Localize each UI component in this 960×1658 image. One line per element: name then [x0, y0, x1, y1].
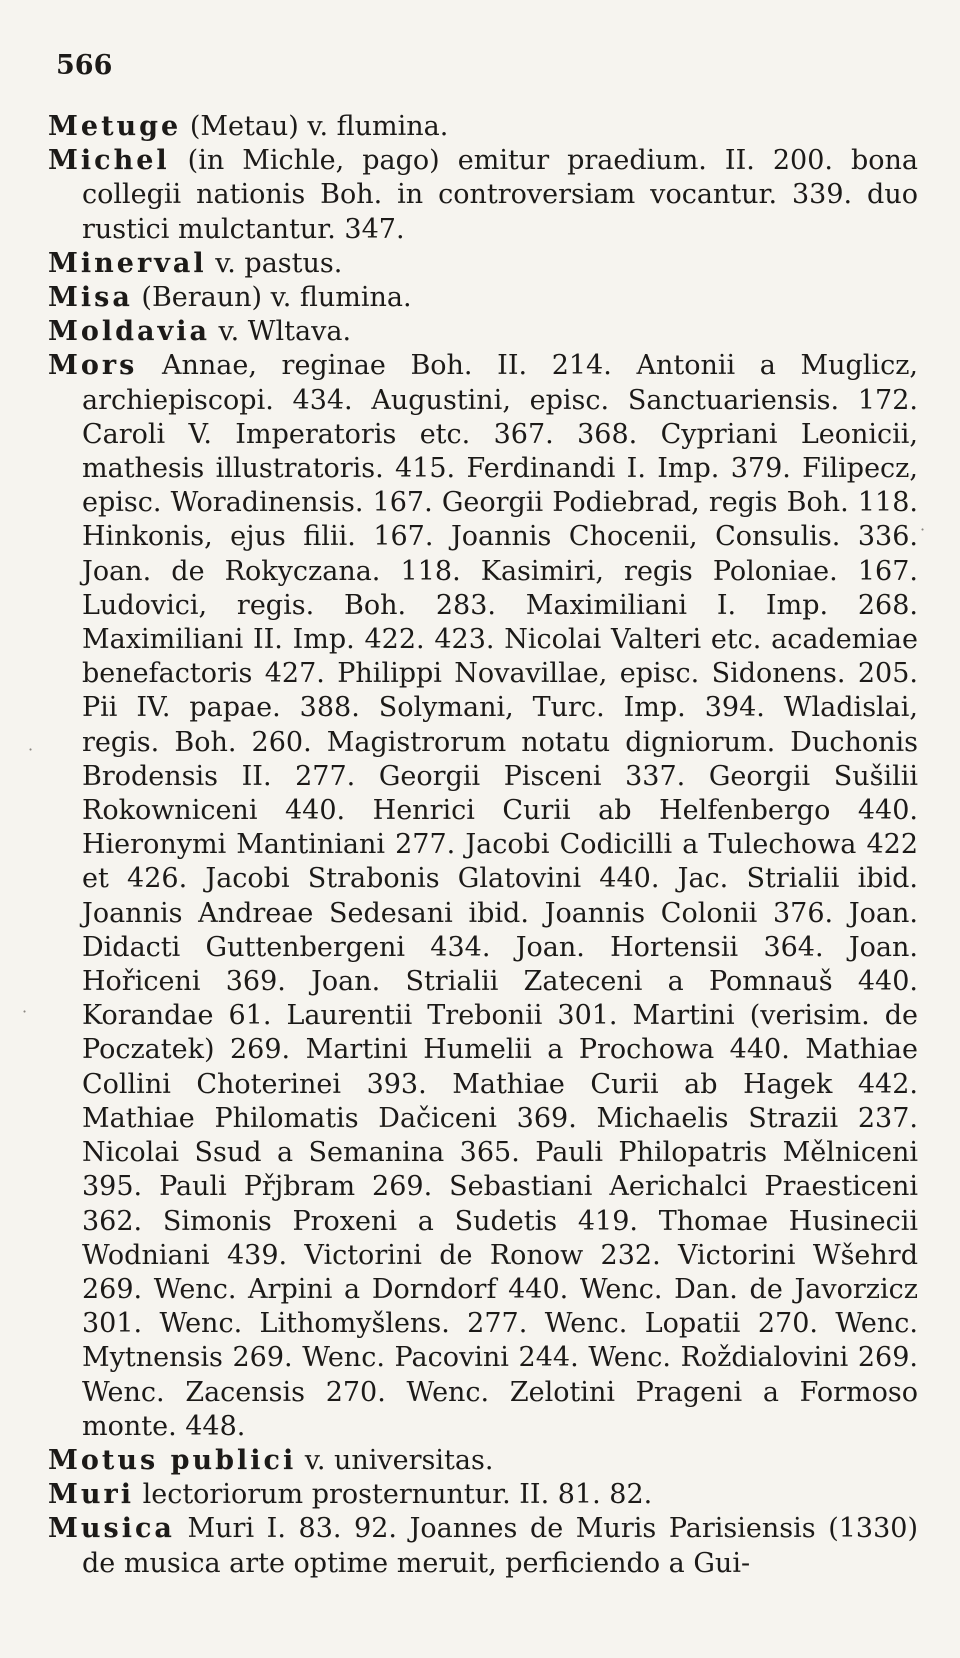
entry-headword: Musica: [48, 1513, 175, 1545]
entry-text: (Beraun) v. flumina.: [132, 282, 412, 314]
entry-headword: Metuge: [48, 111, 182, 142]
index-entry-minerval: [48, 247, 918, 281]
index-entry-michel: [48, 144, 918, 247]
page-number: 566: [56, 50, 113, 81]
index-entry-misa: [48, 281, 918, 315]
margin-tick: ·: [28, 740, 34, 759]
index-entry-motus-publici: [48, 1444, 918, 1478]
entry-headword: Muri: [48, 1479, 134, 1511]
entry-text: v. Wltava.: [209, 316, 352, 348]
index-entry-musica: [48, 1512, 918, 1580]
entry-headword: Motus publici: [48, 1444, 297, 1476]
index-entry-metuge: [48, 110, 918, 144]
index-entries: [48, 110, 918, 1581]
entry-text: (Metau) v. flumina.: [181, 111, 449, 142]
entry-headword: Moldavia: [48, 316, 210, 348]
entry-headword: Misa: [48, 282, 133, 314]
entry-headword: Mors: [48, 350, 138, 382]
entry-text: Muri I. 83. 92. Joannes de Muris Parisiensis (1330) de musica arte optime meruit, perficiendo a Gui-: [82, 1513, 918, 1579]
index-entry-moldavia: [48, 315, 918, 349]
margin-tick: ·: [22, 1002, 28, 1021]
index-entry-muri: [48, 1478, 918, 1512]
margin-tick: ·: [920, 520, 926, 539]
index-entry-mors: [48, 349, 918, 1444]
entry-text: lectoriorum prosternuntur. II. 81. 82.: [134, 1479, 653, 1511]
entry-headword: Minerval: [48, 247, 207, 279]
entry-text: v. universitas.: [296, 1444, 494, 1476]
entry-text: v. pastus.: [206, 247, 343, 279]
entry-headword: Michel: [48, 145, 170, 177]
entry-text: Annae, reginae Boh. II. 214. Antonii a Muglicz, archiepiscopi. 434. Augustini, episc. Sanctuariensis. 172. Caroli V. Imperatoris etc. 367. 368. Cypriani Leonicii, mathesis illustratoris. 415. Ferdinandi I. Imp. 379. Filipecz, episc. Woradinensis. 167. Georgii Podiebrad, regis Boh. 118. Hinkonis, ejus filii. 167. Joannis Chocenii, Consulis. 336. Joan. de Rokyczana. 118. Kasimiri, regis Poloniae. 167. Ludovici, regis. Boh. 283. Maximiliani I. Imp. 268. Maximiliani II. Imp. 422. 423. Nicolai Valteri etc. academiae benefactoris 427. Philippi Novavillae, episc. Sidonens. 205. Pii IV. papae. 388. Solymani, Turc. Imp. 394. Wladislai, regis. Boh. 260. Magistrorum notatu digniorum. Duchonis Brodensis II. 277. Georgii Pisceni 337. Georgii Sušilii Rokowniceni 440. Henrici Curii ab Helfenbergo 440. Hieronymi Mantiniani 277. Jacobi Codicilli a Tulechowa 422 et 426. Jacobi Strabonis Glatovini 440. Jac. Strialii ibid. Joannis Andreae Sedesani ibid. Joannis Colonii 376. Joan. Didacti Guttenbergeni 434. Joan. Hortensii 364. Joan. Hořiceni 369. Joan. Strialii Zateceni a Pomnauš 440. Korandae 61. Laurentii Trebonii 301. Martini (verisim. de Poczatek) 269. Martini Humelii a Prochowa 440. Mathiae Collini Choterinei 393. Mathiae Curii ab Hagek 442. Mathiae Philomatis Dačiceni 369. Michaelis Strazii 237. Nicolai Ssud a Semanina 365. Pauli Philopatris Mělniceni 395. Pauli Přjbram 269. Sebastiani Aerichalci Praesticeni 362. Simonis Proxeni a Sudetis 419. Thomae Husinecii Wodniani 439. Victorini de Ronow 232. Victorini Wšehrd 269. Wenc. Arpini a Dorndorf 440. Wenc. Dan. de Javorzicz 301. Wenc. Lithomyšlens. 277. Wenc. Lopatii 270. Wenc. Mytnensis 269. Wenc. Pacovini 244. Wenc. Roždialovini 269. Wenc. Zacensis 270. Wenc. Zelotini Prageni a Formoso monte. 448.: [82, 350, 918, 1442]
entry-text: (in Michle, pago) emitur praedium. II. 200. bona collegii nationis Boh. in controversiam vocantur. 339. duo rustici mulctantur. 347.: [82, 145, 918, 245]
